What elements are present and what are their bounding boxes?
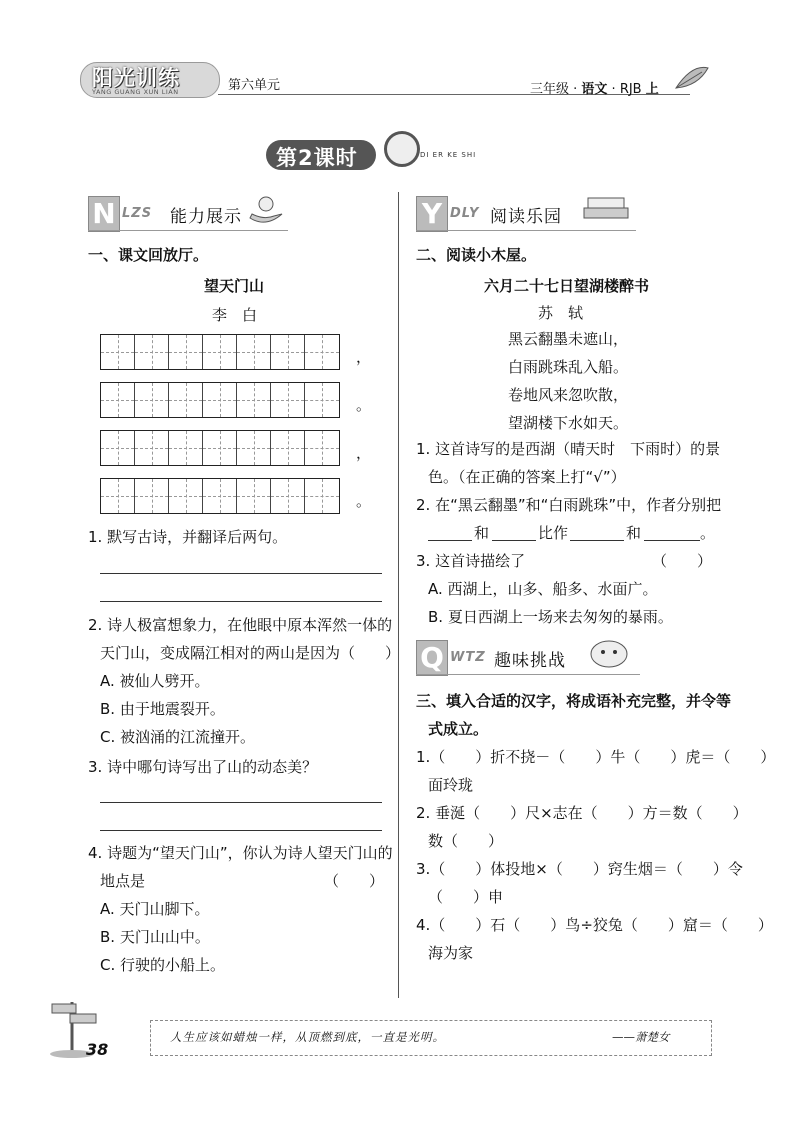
writing-grid-row-3[interactable] <box>100 430 340 466</box>
part-two-title: 二、阅读小木屋。 <box>416 246 537 264</box>
reading-q3: 3. 这首诗描绘了 <box>416 552 526 570</box>
column-divider <box>398 192 399 998</box>
equation-4-line1: 4.（ ）石（ ）鸟÷狡兔（ ）窟＝（ ） <box>416 916 773 934</box>
leaf-icon <box>672 58 712 98</box>
equation-1-line1: 1.（ ）折不挠－（ ）牛（ ）虎＝（ ） <box>416 748 776 766</box>
grade-label <box>530 78 659 97</box>
question-4-line1: 4. 诗题为“望天门山”，你认为诗人望天门山的 <box>88 844 393 862</box>
grid-punct-4: 。 <box>356 492 372 510</box>
logo-text: 阳光训练 <box>92 66 180 90</box>
blank-line[interactable] <box>492 540 536 541</box>
lesson-subtitle: DI ER KE SHI <box>420 151 477 159</box>
poem-2-author: 苏 轼 <box>538 304 584 322</box>
reading-q2-bizuo: 比作 <box>538 524 569 542</box>
answer-line[interactable] <box>100 573 382 574</box>
question-2-line2: 天门山，变成隔江相对的两山是因为（ ） <box>100 644 401 662</box>
equation-2-line1: 2. 垂涎（ ）尺×志在（ ）方＝数（ ） <box>416 804 748 822</box>
grade-prefix: 三年级 · <box>530 82 582 97</box>
question-3: 3. 诗中哪句诗写出了山的动态美？ <box>88 758 318 776</box>
reading-q2-line1: 2. 在“黑云翻墨”和“白雨跳珠”中，作者分别把 <box>416 496 722 514</box>
reading-q1-line1: 1. 这首诗写的是西湖（晴天时 下雨时）的景 <box>416 440 721 458</box>
part-one-title: 一、课文回放厅。 <box>88 246 209 264</box>
subject-label: 语文 <box>581 82 608 97</box>
books-icon <box>580 190 634 228</box>
reading-q3-option-a: A. 西湖上，山多、船多、水面广。 <box>428 580 658 598</box>
equation-1-line2: 面玲珑 <box>428 776 474 794</box>
reading-q3-answer-paren[interactable]: （ ） <box>652 552 713 570</box>
question-1: 1. 默写古诗，并翻译后两句。 <box>88 528 288 546</box>
section-letter-y: Y <box>416 196 448 232</box>
answer-line[interactable] <box>100 830 382 831</box>
blank-line[interactable] <box>644 540 700 541</box>
logo-subtitle: YANG GUANG XUN LIAN <box>92 88 179 96</box>
boat-icon <box>246 192 286 230</box>
grid-punct-2: 。 <box>356 396 372 414</box>
blank-line[interactable] <box>428 540 472 541</box>
grade-suffix: · RJB <box>607 82 646 97</box>
reading-q2-and-1: 和 <box>474 524 490 542</box>
footer-quote-author: ——萧楚女 <box>612 1030 670 1044</box>
section-code-wtz: WTZ <box>450 650 486 665</box>
question-4-option-b: B. 天门山山中。 <box>100 928 210 946</box>
poem-author: 李 白 <box>212 306 258 324</box>
section-code-dly: DLY <box>450 206 480 221</box>
term-label: 上 <box>645 82 659 97</box>
section-underline <box>416 674 640 675</box>
section-letter-n: N <box>88 196 120 232</box>
question-4-line2: 地点是 <box>100 872 146 890</box>
answer-line[interactable] <box>100 802 382 803</box>
poem-2-line-3: 卷地风来忽吹散， <box>508 386 629 404</box>
section-underline <box>416 230 636 231</box>
page-number: 38 <box>86 1040 109 1059</box>
equation-3-line2: （ ）申 <box>428 888 504 906</box>
unit-label: 第六单元 <box>228 78 281 93</box>
equation-4-line2: 海为家 <box>428 944 474 962</box>
part-three-line1: 三、填入合适的汉字，将成语补充完整，并令等 <box>416 692 732 710</box>
reading-q2-and-2: 和 <box>626 524 642 542</box>
question-4-answer-paren[interactable]: （ ） <box>324 872 385 890</box>
reading-q1-line2: 色。（在正确的答案上打“√”） <box>428 468 626 486</box>
section-code-lzs: LZS <box>122 206 153 221</box>
poem-2-title: 六月二十七日望湖楼醉书 <box>484 277 650 295</box>
section-letter-q: Q <box>416 640 448 676</box>
question-2-option-c: C. 被汹涌的江流撞开。 <box>100 728 256 746</box>
writing-grid-row-2[interactable] <box>100 382 340 418</box>
question-2-line1: 2. 诗人极富想象力，在他眼中原本浑然一体的 <box>88 616 393 634</box>
blank-line[interactable] <box>570 540 624 541</box>
writing-grid-row-1[interactable] <box>100 334 340 370</box>
reading-q3-option-b: B. 夏日西湖上一场来去匆匆的暴雨。 <box>428 608 673 626</box>
question-4-option-c: C. 行驶的小船上。 <box>100 956 226 974</box>
footer-quote: 人生应该如蜡烛一样，从顶燃到底，一直是光明。 <box>170 1030 445 1044</box>
poem-2-line-2: 白雨跳珠乱入船。 <box>508 358 629 376</box>
equation-2-line2: 数（ ） <box>428 832 504 850</box>
poem-2-line-4: 望湖楼下水如天。 <box>508 414 629 432</box>
grid-punct-1: ， <box>356 348 372 366</box>
question-4-option-a: A. 天门山脚下。 <box>100 900 210 918</box>
reading-q2-end: 。 <box>700 524 716 542</box>
poem-2-line-1: 黑云翻墨未遮山， <box>508 330 629 348</box>
section-title-challenge: 趣味挑战 <box>494 651 566 671</box>
poem-title: 望天门山 <box>204 277 265 295</box>
equation-3-line1: 3.（ ）体投地×（ ）窍生烟＝（ ）令 <box>416 860 743 878</box>
lesson-title: 第2课时 <box>276 146 358 170</box>
section-underline <box>88 230 288 231</box>
section-title-ability: 能力展示 <box>170 207 242 227</box>
part-three-line2: 式成立。 <box>428 720 489 738</box>
cartoon-character-icon <box>584 634 634 672</box>
grid-punct-3: ， <box>356 444 372 462</box>
answer-line[interactable] <box>100 601 382 602</box>
alarm-clock-icon <box>384 131 420 167</box>
section-title-reading: 阅读乐园 <box>490 207 562 227</box>
writing-grid-row-4[interactable] <box>100 478 340 514</box>
question-2-option-a: A. 被仙人劈开。 <box>100 672 210 690</box>
question-2-option-b: B. 由于地震裂开。 <box>100 700 225 718</box>
